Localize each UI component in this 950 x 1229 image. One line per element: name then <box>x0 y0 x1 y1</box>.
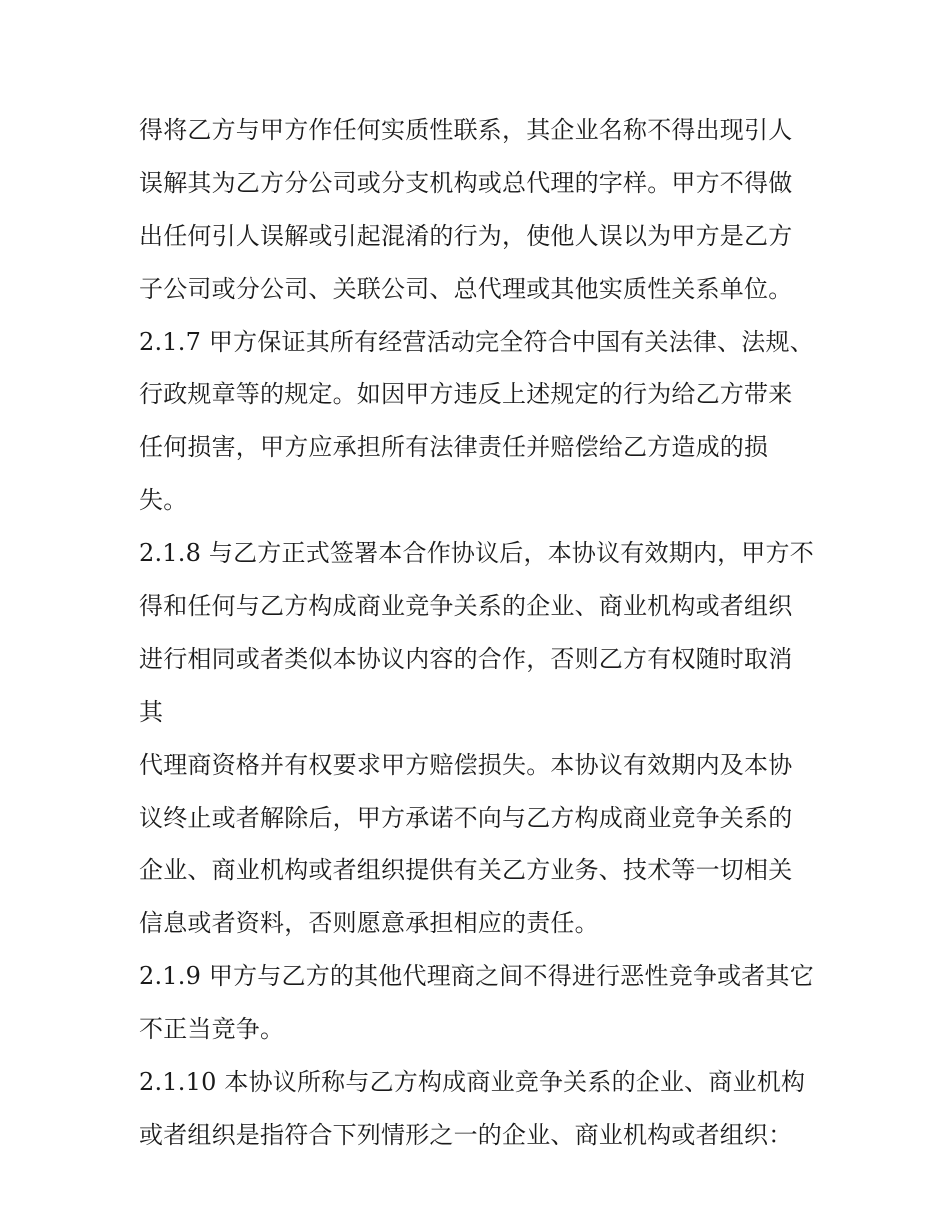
text-line: 得和任何与乙方构成商业竞争关系的企业、商业机构或者组织 <box>139 592 793 621</box>
clause-2-1-10-line: 2.1.10 本协议所称与乙方构成商业竞争关系的企业、商业机构 <box>139 1068 806 1097</box>
text-line: 议终止或者解除后，甲方承诺不向与乙方构成商业竞争关系的 <box>139 803 793 832</box>
text-line: 得将乙方与甲方作任何实质性联系，其企业名称不得出现引人 <box>139 116 793 144</box>
clause-2-1-7-line: 2.1.7 甲方保证其所有经营活动完全符合中国有关法律、法规、 <box>139 327 814 356</box>
text-line: 任何损害，甲方应承担所有法律责任并赔偿给乙方造成的损 <box>139 433 769 462</box>
text-line: 失。 <box>139 486 188 515</box>
text-line: 行政规章等的规定。如因甲方违反上述规定的行为给乙方带来 <box>139 380 793 409</box>
clause-2-1-8-line: 2.1.8 与乙方正式签署本合作协议后，本协议有效期内，甲方不 <box>139 539 814 568</box>
text-line: 其 <box>139 697 164 726</box>
document-body <box>139 104 829 1162</box>
text-line: 出任何引人误解或引起混淆的行为，使他人误以为甲方是乙方 <box>139 221 793 250</box>
text-line: 信息或者资料，否则愿意承担相应的责任。 <box>139 909 599 938</box>
clause-2-1-9-line: 2.1.9 甲方与乙方的其他代理商之间不得进行恶性竞争或者其它 <box>139 962 814 991</box>
text-line: 进行相同或者类似本协议内容的合作，否则乙方有权随时取消 <box>139 644 793 673</box>
text-line: 代理商资格并有权要求甲方赔偿损失。本协议有效期内及本协 <box>139 750 793 779</box>
text-line: 子公司或分公司、关联公司、总代理或其他实质性关系单位。 <box>139 274 793 303</box>
text-line: 误解其为乙方分公司或分支机构或总代理的字样。甲方不得做 <box>139 168 793 197</box>
text-line: 或者组织是指符合下列情形之一的企业、商业机构或者组织： <box>139 1120 793 1149</box>
text-line: 不正当竞争。 <box>139 1015 285 1044</box>
text-line: 企业、商业机构或者组织提供有关乙方业务、技术等一切相关 <box>139 856 793 885</box>
